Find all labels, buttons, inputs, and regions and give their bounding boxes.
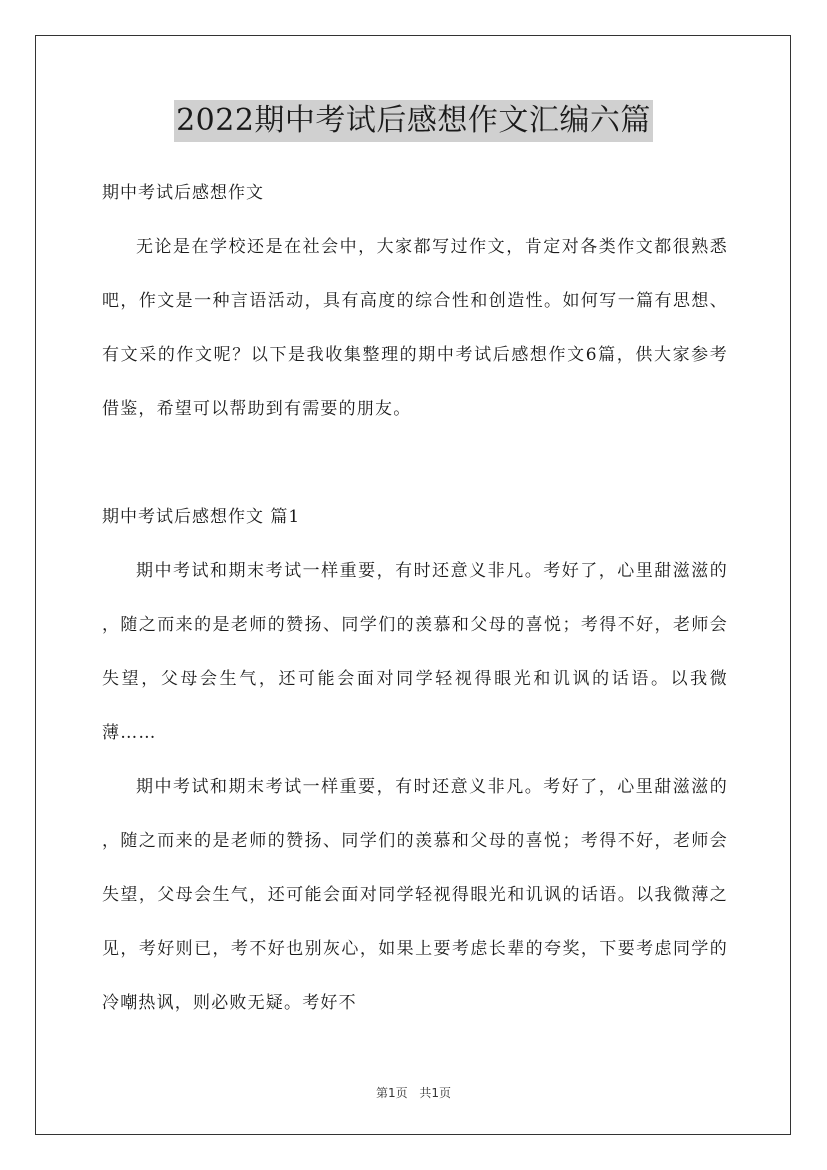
section1-heading: 期中考试后感想作文 篇1 bbox=[102, 507, 301, 527]
section-gap bbox=[102, 436, 728, 490]
page-number: 第1页 bbox=[375, 1086, 408, 1100]
section1-summary: 期中考试和期末考试一样重要，有时还意义非凡。考好了，心里甜滋滋的 ，随之而来的是老师的赞扬、同学们的羡慕和父母的喜悦；考得不好，老师会失望，父母会生气，还可能会面对同学轻视得眼光和讥讽的话语。以我微薄…… bbox=[102, 561, 728, 743]
title-wrap bbox=[0, 100, 827, 142]
section1-body: 期中考试和期末考试一样重要，有时还意义非凡。考好了，心里甜滋滋的 ，随之而来的是老师的赞扬、同学们的羡慕和父母的喜悦；考得不好，老师会失望，父母会生气，还可能会面对同学轻视得眼光和讥讽的话语。以我微薄之见，考好则已，考不好也别灰心，如果上要考虑长辈的夸奖，下要考虑同学的冷嘲热讽，则必败无疑。考好不 bbox=[102, 777, 728, 1013]
intro-heading: 期中考试后感想作文 bbox=[102, 183, 264, 203]
document-content bbox=[102, 166, 728, 1030]
page-footer bbox=[0, 1084, 827, 1101]
intro-paragraph: 无论是在学校还是在社会中，大家都写过作文，肯定对各类作文都很熟悉吧，作文是一种言语活动，具有高度的综合性和创造性。如何写一篇有思想、有文采的作文呢？以下是我收集整理的期中考试后感想作文6篇，供大家参考借鉴，希望可以帮助到有需要的朋友。 bbox=[102, 237, 728, 419]
page-total: 共1页 bbox=[419, 1086, 452, 1100]
document-title: 2022期中考试后感想作文汇编六篇 bbox=[174, 100, 653, 142]
